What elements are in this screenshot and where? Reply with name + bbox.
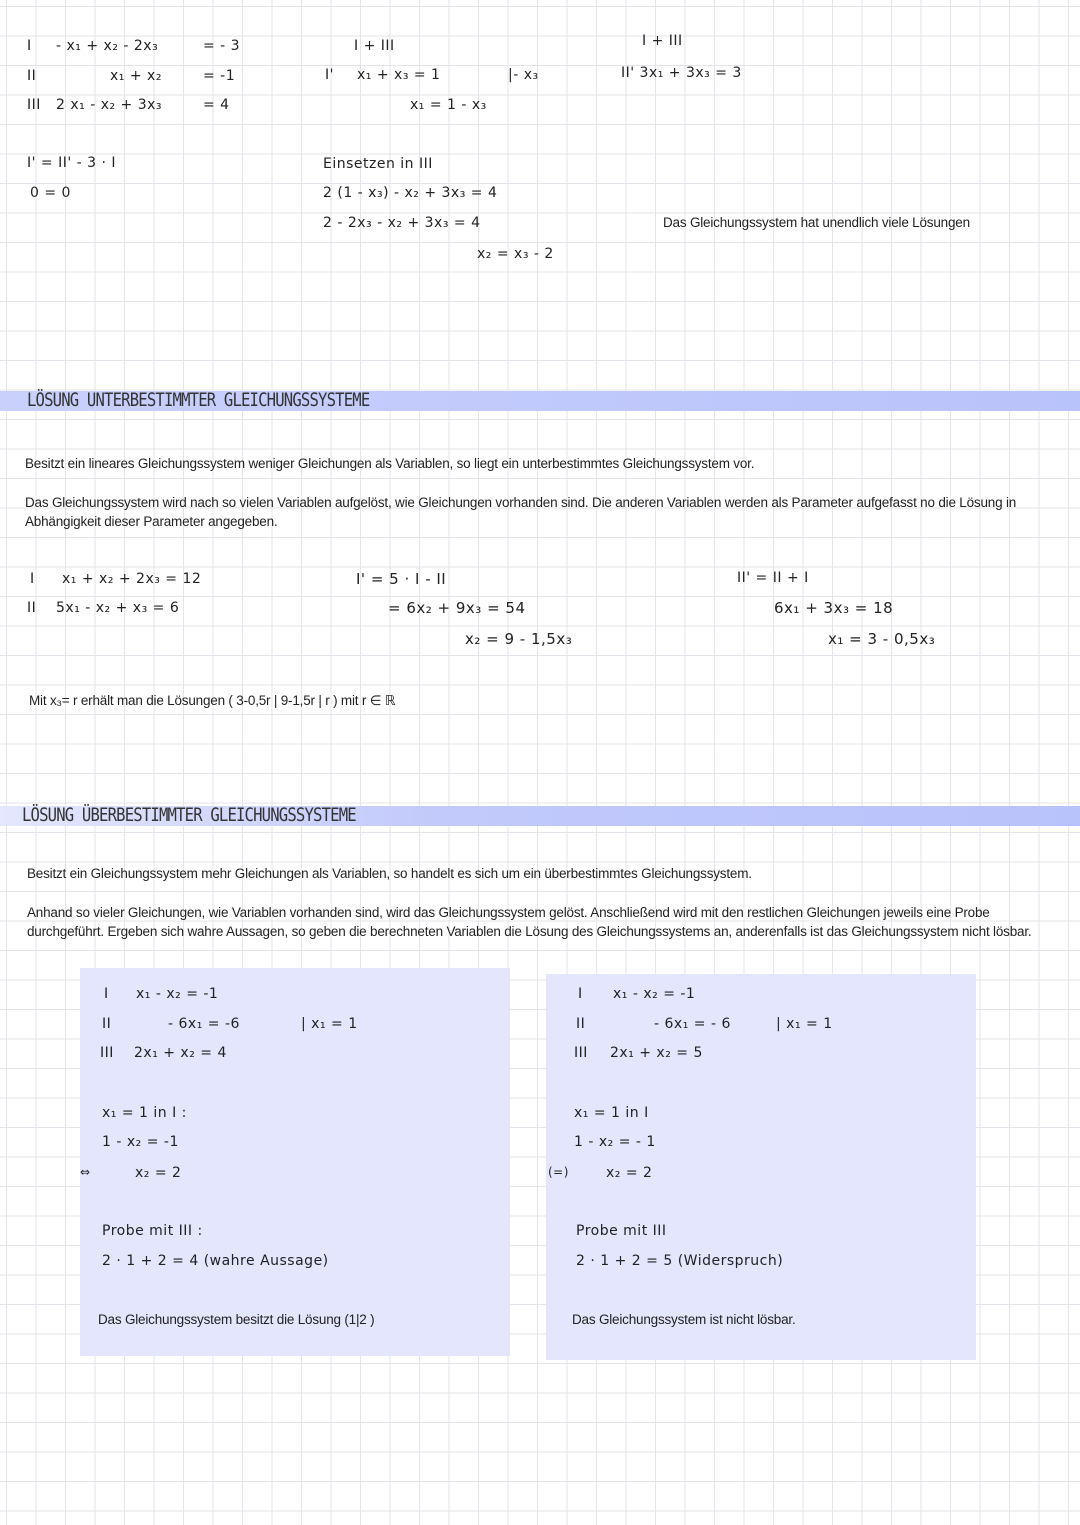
ex1-eq-III: 2x₁ + x₂ = 4 <box>134 1045 227 1061</box>
ex2-eq-II: - 6x₁ = - 6 <box>654 1016 731 1032</box>
section1-paragraph-2: Das Gleichungssystem wird nach so vielen Variablen aufgelöst, wie Gleichungen vorhanden sind. Die anderen Variablen werden als Parameter aufgefasst no die Lösung in Abhängigkeit dieser Parameter angegeben. <box>25 495 1017 529</box>
s1-right-1: II' = II + I <box>737 570 809 586</box>
section2-paragraph-1: Besitzt ein Gleichungssystem mehr Gleichungen als Variablen, so handelt es sich um ein überbestimmtes Gleichungssystem. <box>27 866 752 881</box>
eq-label-I: I <box>27 38 32 54</box>
section1-paragraph-1: Besitzt ein lineares Gleichungssystem weniger Gleichungen als Variablen, so liegt ein unterbestimmtes Gleichungssystem vor. <box>25 456 755 471</box>
top-conclusion: Das Gleichungssystem hat unendlich viele Lösungen <box>663 215 970 230</box>
middle-line1-note: |- x₃ <box>508 67 539 83</box>
ex2-probe-head: Probe mit III <box>576 1223 667 1239</box>
ex1-note-II: | x₁ = 1 <box>301 1016 358 1032</box>
s1-mid-1: I' = 5 · I - II <box>356 570 447 588</box>
eq-label-II: II <box>27 68 37 84</box>
eq-I-left: - x₁ + x₂ - 2x₃ <box>56 38 159 54</box>
middle-line1: x₁ + x₃ = 1 <box>357 67 441 83</box>
ex1-equiv-icon: ⇔ <box>80 1165 91 1179</box>
s1-mid-3: x₂ = 9 - 1,5x₃ <box>465 630 573 648</box>
ex1-probe-head: Probe mit III : <box>102 1223 203 1239</box>
ex1-label-II: II <box>102 1016 112 1032</box>
ex2-eq-III: 2x₁ + x₂ = 5 <box>610 1045 703 1061</box>
insert-head: Einsetzen in III <box>323 156 433 172</box>
ex1-step-1: x₁ = 1 in I : <box>102 1105 187 1121</box>
eq-label-III: III <box>27 97 41 113</box>
insert-line3: x₂ = x₃ - 2 <box>477 246 554 262</box>
eq-I-right: = - 3 <box>203 38 241 54</box>
eq-III-right: = 4 <box>203 97 230 113</box>
right-head: I + III <box>642 33 683 49</box>
ex1-label-III: III <box>100 1045 114 1061</box>
middle-line1-label: I' <box>325 67 334 83</box>
ex2-eq-I: x₁ - x₂ = -1 <box>613 986 696 1002</box>
ex2-label-III: III <box>574 1045 588 1061</box>
ex1-label-I: I <box>104 986 109 1002</box>
ex2-step-2: 1 - x₂ = - 1 <box>574 1134 656 1150</box>
insert-line2: 2 - 2x₃ - x₂ + 3x₃ = 4 <box>323 215 481 231</box>
s1-eq-I: x₁ + x₂ + 2x₃ = 12 <box>62 571 202 587</box>
eq-II-left: x₁ + x₂ <box>110 68 162 84</box>
ex1-eq-I: x₁ - x₂ = -1 <box>136 986 219 1002</box>
s1-right-2: 6x₁ + 3x₃ = 18 <box>774 599 894 617</box>
insert-line1: 2 (1 - x₃) - x₂ + 3x₃ = 4 <box>323 185 498 201</box>
step-left-2: 0 = 0 <box>30 185 71 201</box>
ex2-label-II: II <box>576 1016 586 1032</box>
ex2-probe: 2 · 1 + 2 = 5 (Widerspruch) <box>576 1253 784 1269</box>
ex2-result: Das Gleichungssystem ist nicht lösbar. <box>572 1312 796 1327</box>
section2-title: LÖSUNG ÜBERBESTIMMTER GLEICHUNGSSYSTEME <box>22 804 356 826</box>
s1-label-I: I <box>30 571 35 587</box>
s1-eq-II: 5x₁ - x₂ + x₃ = 6 <box>56 600 180 616</box>
s1-mid-2: = 6x₂ + 9x₃ = 54 <box>388 599 526 617</box>
ex1-step-2: 1 - x₂ = -1 <box>102 1134 179 1150</box>
section1-solution: Mit x₃= r erhält man die Lösungen ( 3-0,5r | 9-1,5r | r ) mit r ∈ ℝ <box>29 693 396 708</box>
right-line1: II' 3x₁ + 3x₃ = 3 <box>621 65 742 81</box>
step-left-1: I' = II' - 3 · I <box>27 155 117 171</box>
ex1-probe: 2 · 1 + 2 = 4 (wahre Aussage) <box>102 1253 329 1269</box>
ex1-step-3: x₂ = 2 <box>135 1165 182 1181</box>
eq-III-left: 2 x₁ - x₂ + 3x₃ <box>56 97 163 113</box>
ex2-step-1: x₁ = 1 in I <box>574 1105 649 1121</box>
ex2-step-3: x₂ = 2 <box>606 1165 653 1181</box>
s1-label-II: II <box>27 600 37 616</box>
ex1-result: Das Gleichungssystem besitzt die Lösung (1|2 ) <box>98 1312 375 1327</box>
middle-line2: x₁ = 1 - x₃ <box>410 97 487 113</box>
example-box-unsolvable <box>546 974 976 1360</box>
section2-paragraph-2: Anhand so vieler Gleichungen, wie Variablen vorhanden sind, wird das Gleichungssystem gelöst. Anschließend wird mit den restlichen Gleichungen jeweils eine Probe durchgeführt. Ergeben sich wahre Aussagen, so geben die berechneten Variablen die Lösung des Gleichungssystems an, anderenfalls ist das Gleichungssystem nicht lösbar. <box>27 905 1032 939</box>
ex2-equiv-icon: (=) <box>548 1165 569 1179</box>
example-box-solvable <box>80 968 510 1356</box>
s1-right-3: x₁ = 3 - 0,5x₃ <box>828 630 936 648</box>
ex1-eq-II: - 6x₁ = -6 <box>168 1016 240 1032</box>
section1-title: LÖSUNG UNTERBESTIMMTER GLEICHUNGSSYSTEME <box>27 389 370 411</box>
ex2-note-II: | x₁ = 1 <box>776 1016 833 1032</box>
ex2-label-I: I <box>578 986 583 1002</box>
eq-II-right: = -1 <box>203 68 236 84</box>
middle-head: I + III <box>354 38 395 54</box>
